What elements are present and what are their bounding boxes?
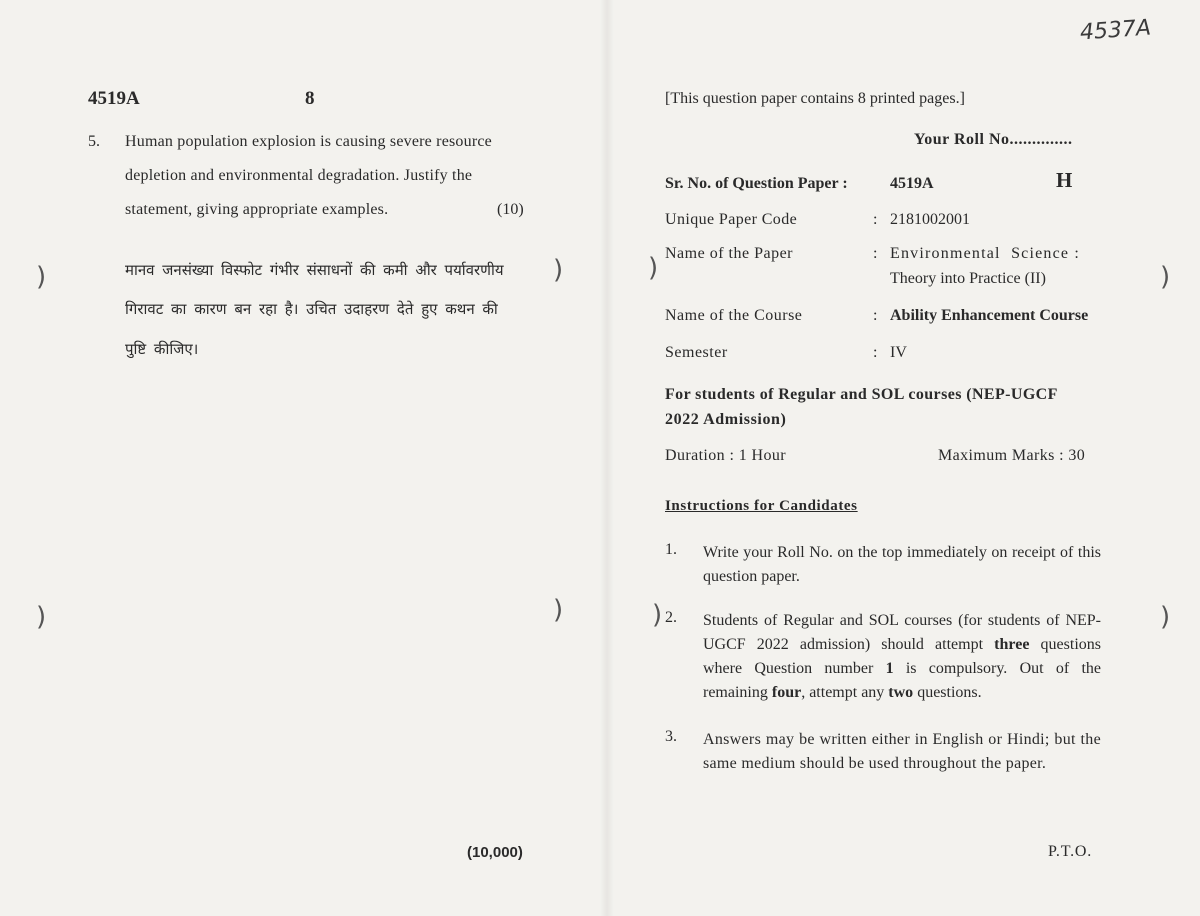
question-line: depletion and environmental degradation. Justify the	[125, 167, 473, 184]
separator: :	[873, 307, 878, 324]
please-turn-over: P.T.O.	[1048, 843, 1093, 860]
paper-code-header: 4519A	[88, 88, 140, 109]
question-number: 5.	[88, 133, 100, 150]
instruction-number: 2.	[665, 609, 677, 626]
instruction-text: Write your Roll No. on the top immediately on receipt of this question paper.	[703, 544, 1101, 585]
hindi-question-line: मानव जनसंख्या विस्फोट गंभीर संसाधनों की कमी और पर्यावरणीय	[125, 261, 504, 279]
binding-hole-mark: )	[36, 262, 47, 292]
serial-number-label: Sr. No. of Question Paper :	[665, 175, 848, 192]
binding-hole-mark: )	[648, 253, 659, 283]
binding-hole-mark: )	[1160, 262, 1171, 292]
instruction-text: Students of Regular and SOL courses (for students of NEP-UGCF 2022 admission) should attempt three questions where Question number 1 is compulsory. Out of the remaining four, attempt any two questions.	[703, 612, 1101, 701]
separator: :	[873, 245, 878, 262]
hindi-question-line: गिरावट का कारण बन रहा है। उचित उदाहरण देते हुए कथन की	[125, 300, 498, 318]
paper-code-label: Unique Paper Code	[665, 211, 798, 228]
question-line: Human population explosion is causing severe resource	[125, 133, 492, 150]
instruction-number: 3.	[665, 728, 677, 745]
course-name-label: Name of the Course	[665, 307, 803, 324]
binding-hole-mark: )	[1160, 602, 1171, 632]
instruction-number: 1.	[665, 541, 677, 558]
roll-number-field: Your Roll No..............	[914, 131, 1073, 148]
semester-value: IV	[890, 344, 907, 361]
paper-code-value: 2181002001	[890, 211, 970, 228]
serial-number-value: 4519A	[890, 175, 934, 192]
binding-hole-mark: )	[553, 255, 564, 285]
separator: :	[873, 344, 878, 361]
binding-hole-mark: )	[553, 595, 564, 625]
set-letter: H	[1056, 168, 1073, 192]
semester-label: Semester	[665, 344, 728, 361]
course-name-value: Ability Enhancement Course	[890, 307, 1089, 324]
duration: Duration : 1 Hour	[665, 447, 787, 464]
instruction-text: Answers may be written either in English or Hindi; but the same medium should be used throughout the paper.	[703, 731, 1101, 772]
separator: :	[873, 211, 878, 228]
maximum-marks: Maximum Marks : 30	[938, 447, 1086, 464]
question-line: statement, giving appropriate examples.	[125, 201, 389, 218]
paper-name-label: Name of the Paper	[665, 245, 794, 262]
page-fold	[600, 0, 614, 916]
binding-hole-mark: )	[652, 600, 663, 630]
page-count-note: [This question paper contains 8 printed pages.]	[665, 90, 965, 107]
question-marks: (10)	[497, 201, 524, 218]
instructions-heading: Instructions for Candidates	[665, 498, 858, 514]
print-run-count: (10,000)	[467, 844, 523, 861]
paper-name-value-line2: Theory into Practice (II)	[890, 270, 1046, 287]
eligibility-line: For students of Regular and SOL courses (NEP-UGCF	[665, 386, 1058, 403]
hindi-question-line: पुष्टि कीजिए।	[125, 340, 199, 358]
binding-hole-mark: )	[36, 602, 47, 632]
paper-name-value: Environmental Science :	[890, 245, 1081, 262]
page-number: 8	[305, 88, 315, 109]
handwritten-note: 4537A	[1079, 15, 1152, 46]
eligibility-line: 2022 Admission)	[665, 411, 787, 428]
